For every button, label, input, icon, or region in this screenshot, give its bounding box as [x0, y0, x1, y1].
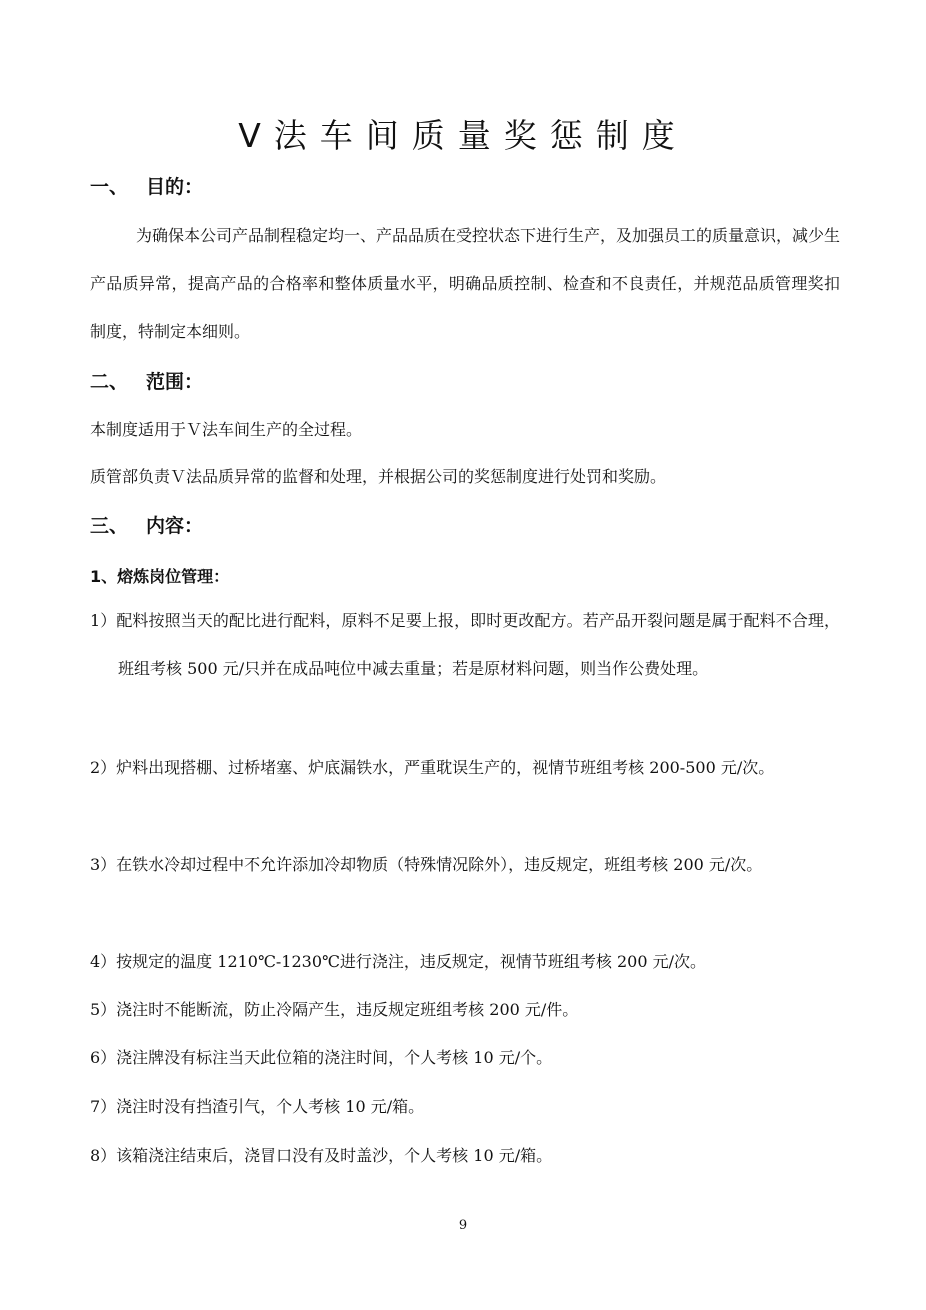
section-title: 范围： — [146, 371, 204, 393]
list-item: 4）按规定的温度 1210℃-1230℃进行浇注，违反规定，视情节班组考核 200 元/次。 — [90, 952, 707, 971]
list-item: 2）炉料出现搭棚、过桥堵塞、炉底漏铁水，严重耽误生产的，视情节班组考核 200-500 元/次。 — [90, 758, 775, 777]
purpose-paragraph: 为确保本公司产品制程稳定均一、产品品质在受控状态下进行生产，及加强员工的质量意识，减少生产品质异常，提高产品的合格率和整体质量水平，明确品质控制、检查和不良责任，并规范品质管理奖扣制度，特制定本细则。 — [90, 226, 841, 341]
list-item: 6）浇注牌没有标注当天此位箱的浇注时间，个人考核 10 元/个。 — [90, 1048, 553, 1067]
list-item: 5）浇注时不能断流，防止冷隔产生，违反规定班组考核 200 元/件。 — [90, 1000, 579, 1019]
scope-line: 质管部负责Ｖ法品质异常的监督和处理，并根据公司的奖惩制度进行处罚和奖励。 — [90, 467, 667, 486]
page-number: 9 — [458, 1218, 468, 1233]
section-heading-purpose — [90, 173, 203, 201]
section-title: 内容： — [146, 515, 204, 537]
section-heading-content — [90, 512, 203, 540]
section-title: 目的： — [146, 176, 204, 198]
section-heading-scope — [90, 368, 203, 396]
section-number: 三、 — [90, 515, 129, 537]
section-number: 二、 — [90, 371, 129, 393]
section-number: 一、 — [90, 176, 129, 198]
document-title: V法车间质量奖惩制度 — [238, 116, 688, 155]
subsection-heading: 1、熔炼岗位管理： — [90, 567, 230, 586]
list-item: 1）配料按照当天的配比进行配料，原料不足要上报，即时更改配方。若产品开裂问题是属于配料不合理，班组考核 500 元/只并在成品吨位中减去重量；若是原材料问题，则当作公费处理。 — [90, 611, 840, 678]
list-item: 3）在铁水冷却过程中不允许添加冷却物质（特殊情况除外），违反规定，班组考核 200 元/次。 — [90, 855, 763, 874]
scope-line: 本制度适用于Ｖ法车间生产的全过程。 — [90, 420, 363, 439]
list-item: 7）浇注时没有挡渣引气，个人考核 10 元/箱。 — [90, 1097, 425, 1116]
list-item: 8）该箱浇注结束后，浇冒口没有及时盖沙，个人考核 10 元/箱。 — [90, 1146, 553, 1165]
